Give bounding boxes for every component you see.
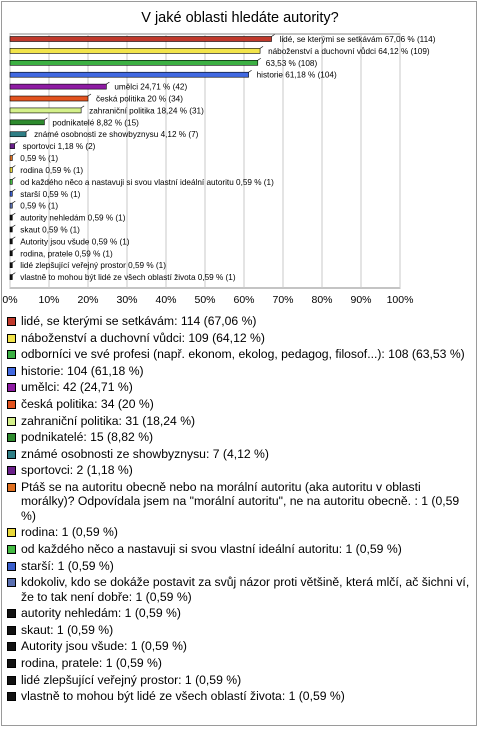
legend-label: česká politika: 34 (20 %) (21, 396, 154, 411)
legend-label: lidé zlepšující veřejný prostor: 1 (0,59 %) (21, 672, 242, 687)
bar-depth-edge (12, 189, 15, 191)
legend-item (7, 623, 473, 637)
bar-depth-edge (12, 213, 15, 215)
x-tick-label: 50% (194, 294, 216, 306)
bar-depth-edge (12, 154, 15, 156)
bar-depth-edge (258, 58, 261, 60)
bar (10, 227, 12, 232)
legend-swatch (7, 450, 16, 459)
legend-label: náboženství a duchovní vůdci: 109 (64,12 %) (21, 330, 265, 345)
legend-item (7, 639, 473, 653)
legend-item (7, 331, 473, 345)
legend-item (7, 689, 473, 703)
legend-item (7, 575, 473, 604)
bar (10, 239, 12, 244)
chart-legend (7, 314, 473, 706)
bar-value-label: náboženství a duchovní vůdci 64,12 % (109) (268, 46, 430, 56)
bar (10, 251, 12, 256)
bar-depth-edge (12, 237, 15, 239)
bar-depth-edge (12, 273, 15, 275)
legend-label: podnikatelé: 15 (8,82 %) (21, 430, 154, 445)
bar-value-label: 63,53 % (108) (265, 58, 318, 68)
legend-label: Ptáš se na autoritu obecně nebo na morální autoritu (aka autoritu v oblasti morálky)? Odpovídala jsem na "morální autoritu", ne na autoritu obecně. : 1 (0,59 %) (21, 479, 460, 523)
legend-item (7, 347, 473, 361)
bar (10, 275, 12, 280)
bar (10, 37, 272, 42)
legend-label: rodina: 1 (0,59 %) (21, 525, 118, 540)
legend-label: rodina, pratele: 1 (0,59 %) (21, 655, 162, 670)
legend-swatch (7, 367, 16, 376)
legend-label: skaut: 1 (0,59 %) (21, 622, 114, 637)
legend-swatch (7, 609, 16, 618)
legend-item (7, 673, 473, 687)
bar-depth-edge (12, 249, 15, 251)
bar (10, 167, 12, 172)
bar (10, 179, 12, 184)
bar-depth-edge (44, 118, 47, 120)
bar (10, 120, 44, 125)
bar-value-label: historie 61,18 % (104) (256, 70, 337, 80)
legend-item (7, 380, 473, 394)
legend-swatch (7, 626, 16, 635)
bar-value-label: vlastně to mohou být lidé ze všech oblastí života 0,59 % (1) (20, 273, 236, 283)
legend-swatch (7, 642, 16, 651)
legend-swatch (7, 528, 16, 537)
bar (10, 156, 12, 161)
legend-item (7, 480, 473, 523)
legend-label: vlastně to mohou být lidé ze všech oblastí života: 1 (0,59 %) (21, 689, 345, 704)
chart-title: V jaké oblasti hledáte autority? (141, 10, 339, 26)
bar (10, 96, 88, 101)
legend-swatch (7, 400, 16, 409)
x-tick-label: 20% (77, 294, 99, 306)
legend-swatch (7, 334, 16, 343)
x-tick-label: 70% (272, 294, 294, 306)
bar-depth-edge (249, 70, 252, 72)
legend-swatch (7, 676, 16, 685)
legend-item (7, 314, 473, 328)
legend-label: od každého něco a nastavuji si svou vlastní ideální autoritu: 1 (0,59 %) (21, 541, 402, 556)
bar-value-label: lidé, se kterými se setkávám 67,06 % (114) (279, 35, 436, 44)
x-tick-label: 90% (350, 294, 372, 306)
legend-item (7, 656, 473, 670)
legend-item (7, 397, 473, 411)
legend-label: odborníci ve své profesi (např. ekonom, ekolog, pedagog, filosof...): 108 (63,53 %) (21, 347, 465, 362)
legend-label: Autority jsou všude: 1 (0,59 %) (21, 639, 187, 654)
legend-item (7, 364, 473, 378)
bar-value-label: starší 0,59 % (1) (20, 189, 81, 199)
x-tick-label: 100% (386, 294, 414, 306)
legend-label: zahraniční politika: 31 (18,24 %) (21, 413, 196, 428)
legend-swatch (7, 562, 16, 571)
legend-swatch (7, 545, 16, 554)
bar-value-label: známé osobnosti ze showbyznysu 4,12 % (7) (34, 130, 199, 140)
bar (10, 60, 258, 65)
legend-item (7, 414, 473, 428)
legend-item (7, 542, 473, 556)
bar (10, 72, 249, 77)
bar-value-label: česká politika 20 % (34) (96, 94, 183, 104)
legend-item (7, 606, 473, 620)
legend-label: lidé, se kterými se setkávám: 114 (67,06 %) (21, 314, 257, 328)
legend-swatch (7, 466, 16, 475)
bar (10, 263, 12, 268)
legend-item (7, 559, 473, 573)
legend-label: sportovci: 2 (1,18 %) (21, 463, 133, 478)
legend-label: umělci: 42 (24,71 %) (21, 380, 133, 395)
legend-swatch (7, 659, 16, 668)
legend-label: starší: 1 (0,59 %) (21, 558, 114, 573)
bar-depth-edge (272, 35, 275, 37)
x-tick-label: 0% (2, 294, 18, 306)
bar (10, 203, 12, 208)
bar-depth-edge (81, 106, 84, 108)
bar (10, 84, 106, 89)
legend-item (7, 463, 473, 477)
x-tick-label: 40% (155, 294, 177, 306)
bar-depth-edge (12, 165, 15, 167)
bar-depth-edge (12, 201, 15, 203)
legend-item (7, 525, 473, 539)
bar-depth-edge (12, 177, 15, 179)
bar-value-label: lidé zlepšující veřejný prostor 0,59 % (1) (20, 261, 166, 271)
bar-value-label: umělci 24,71 % (42) (114, 82, 188, 92)
legend-label: kdokoliv, kdo se dokáže postavit za svůj názor proti většině, která mlčí, ač šichni ví, že to tak není dobře: 1 (0,59 %) (21, 575, 470, 604)
bar-value-label: od každého něco a nastavuji si svou vlastní ideální autoritu 0,59 % (1) (20, 177, 274, 187)
bar-depth-edge (26, 130, 29, 132)
bar (10, 48, 260, 53)
bar-chart (0, 0, 480, 310)
bar-value-label: rodina, pratele 0,59 % (1) (20, 249, 113, 259)
legend-swatch (7, 483, 16, 492)
bar-depth-edge (12, 261, 15, 263)
x-tick-label: 60% (233, 294, 255, 306)
bar-value-label: rodina 0,59 % (1) (20, 165, 84, 175)
bar-depth-edge (260, 46, 263, 48)
bar-value-label: Autority jsou všude 0,59 % (1) (20, 237, 130, 247)
bar-depth-edge (15, 142, 18, 144)
x-tick-label: 10% (38, 294, 60, 306)
legend-label: historie: 104 (61,18 %) (21, 363, 144, 378)
legend-swatch (7, 433, 16, 442)
legend-swatch (7, 383, 16, 392)
bar (10, 215, 12, 220)
x-tick-label: 30% (116, 294, 138, 306)
bar-value-label: zahraniční politika 18,24 % (31) (89, 106, 204, 116)
bar-value-label: skaut 0,59 % (1) (20, 225, 80, 235)
x-tick-label: 80% (311, 294, 333, 306)
legend-swatch (7, 317, 16, 326)
bar-depth-edge (12, 225, 15, 227)
bar-value-label: 0,59 % (1) (20, 201, 59, 211)
bar-value-label: podnikatelé 8,82 % (15) (52, 118, 139, 128)
bar-value-label: autority nehledám 0,59 % (1) (20, 213, 126, 223)
bar-value-label: sportovci 1,18 % (2) (22, 142, 96, 152)
bar (10, 132, 26, 137)
legend-swatch (7, 578, 16, 587)
legend-swatch (7, 692, 16, 701)
legend-swatch (7, 350, 16, 359)
legend-item (7, 447, 473, 461)
bar (10, 191, 12, 196)
bar-value-label: 0,59 % (1) (20, 154, 59, 164)
legend-label: autority nehledám: 1 (0,59 %) (21, 606, 181, 621)
bar (10, 108, 81, 113)
legend-item (7, 430, 473, 444)
bar (10, 144, 15, 149)
bar-depth-edge (106, 82, 109, 84)
legend-swatch (7, 417, 16, 426)
legend-label: známé osobnosti ze showbyznysu: 7 (4,12 %) (21, 446, 269, 461)
